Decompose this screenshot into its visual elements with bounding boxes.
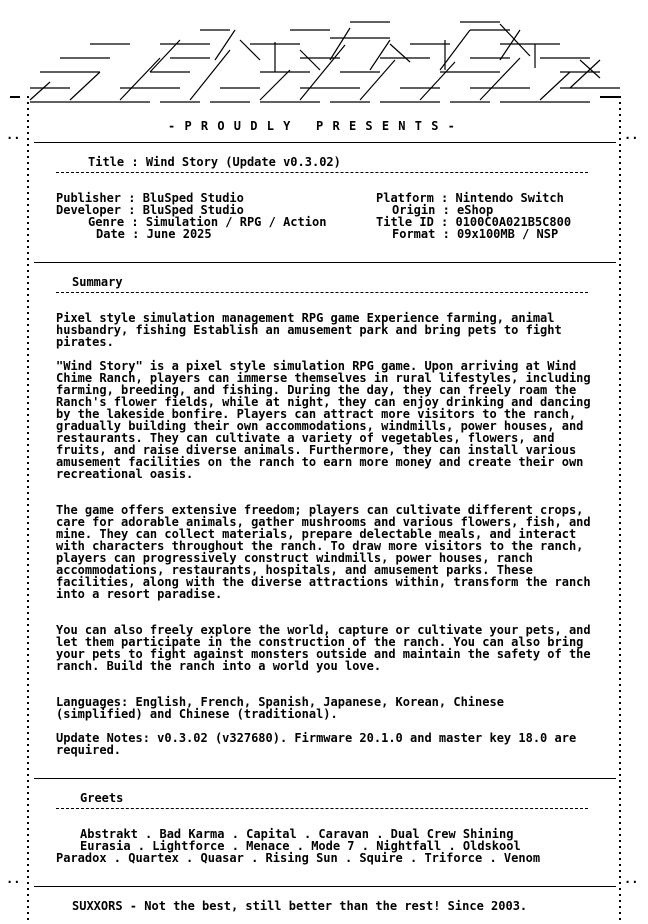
info-row: Format : 09x100MB / NSP [392, 227, 559, 241]
info-row: Platform : Nintendo Switch [376, 191, 564, 205]
dash-rule [56, 292, 588, 293]
info-row: Title ID : 0100C0A021B5C800 [376, 215, 572, 229]
info-row: Origin : eShop [392, 203, 494, 217]
presents-line: - P R O U D L Y P R E S E N T S - [168, 119, 456, 133]
summary-heading: Summary [72, 275, 123, 289]
frame-corner-dots: ·· [6, 131, 21, 145]
separator [34, 886, 616, 887]
frame-left-border [27, 96, 29, 924]
greets-heading: Greets [80, 791, 124, 805]
frame-right-border [619, 96, 621, 924]
ascii-logo [0, 0, 648, 110]
greets-line: Eurasia . Lightforce . Menace . Mode 7 . Nightfall . Oldskool [80, 839, 521, 853]
info-row: Date : June 2025 [96, 227, 212, 241]
separator [34, 262, 616, 263]
release-title: Title : Wind Story (Update v0.3.02) [88, 155, 341, 169]
update-notes-paragraph: Update Notes: v0.3.02 (v327680). Firmware 20.1.0 and master key 18.0 are required. [56, 731, 577, 757]
languages-paragraph: Languages: English, French, Spanish, Japanese, Korean, Chinese (simplified) and Chinese (traditional). [56, 695, 504, 721]
footer-tagline: SUXXORS - Not the best, still better than the rest! Since 2003. [72, 899, 528, 913]
summary-paragraph: "Wind Story" is a pixel style simulation RPG game. Upon arriving at Wind Chime Ranch, players can immerse themselves in rural lifestyles, including farming, breeding, and fishing. During the day, they can freely roam the Ranch's flower fields, while at night, they can enjoy drinking and dancing by the lakeside bonfire. Players can attract more visitors to the ranch, gradually building their own accommodations, windmills, power houses, and restaurants. They can cultivate a variety of vegetables, flowers, and fruits, and raise diverse animals. Furthermore, they can install various amusement facilities on the ranch to earn more money and create their own recreational oasis. [56, 359, 591, 481]
info-row: Publisher : BluSped Studio [56, 191, 244, 205]
greets-line: Abstrakt . Bad Karma . Capital . Caravan . Dual Crew Shining [80, 827, 514, 841]
info-row: Genre : Simulation / RPG / Action [88, 215, 327, 229]
frame-corner-dots: ·· [6, 875, 21, 889]
greets-line: Paradox . Quartex . Quasar . Rising Sun . Squire . Triforce . Venom [56, 851, 541, 865]
dash-rule [56, 808, 588, 809]
frame-corner-dots: ·· [624, 875, 639, 889]
frame-corner-dots: ·· [624, 131, 639, 145]
summary-paragraph: You can also freely explore the world, capture or cultivate your pets, and let them participate in the construction of the ranch. You can also bring your pets to fight against monsters outside and maintain the safety of the ranch. Build the ranch into a world you love. [56, 623, 591, 673]
summary-paragraph: Pixel style simulation management RPG game Experience farming, animal husbandry, fishing Establish an amusement park and bring pets to fight pirates. [56, 311, 562, 349]
info-row: Developer : BluSped Studio [56, 203, 244, 217]
separator [34, 142, 616, 143]
separator [34, 778, 616, 779]
dash-rule [56, 172, 588, 173]
summary-paragraph: The game offers extensive freedom; players can cultivate different crops, care for adorable animals, gather mushrooms and various flowers, fish, and mine. They can collect materials, prepare delectable meals, and interact with characters throughout the ranch. To draw more visitors to the ranch, players can progressively construct windmills, power houses, ranch accommodations, restaurants, hospitals, and amusement parks. These facilities, along with the diverse attractions within, transform the ranch into a resort paradise. [56, 503, 591, 601]
